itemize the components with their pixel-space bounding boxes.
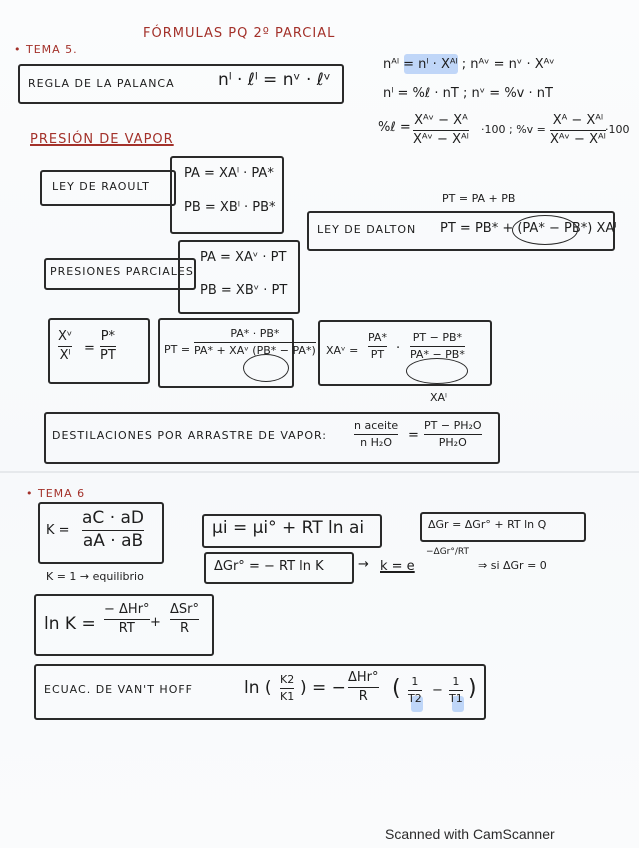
frac-bar [424,434,482,435]
k-exp-formula: k = e [380,559,415,574]
frac-bar [348,687,379,688]
equilibrio-note: K = 1 → equilibrio [46,570,144,583]
frac-den: T2 [408,691,422,705]
frac-num: PA* · PB* [230,327,280,340]
frac-den: aA · aB [82,530,144,551]
k-box-lhs: K = [46,523,70,538]
vant-hoff-label: ECUAC. DE VAN'T HOFF [44,683,194,696]
dalton-pt-sum: PT = PA + PB [442,192,516,205]
frac-num: ΔHr° [348,670,379,685]
frac-bar [100,346,116,347]
xv-xl-fraction-right [100,330,116,362]
xav-dot: · [396,341,401,356]
vant-minus: − [432,683,443,698]
xav-below-note: XAˡ [430,391,447,404]
vant-fraction-t1 [449,676,463,704]
frac-num: 1 [411,675,419,688]
side-formula-3-mid: ·100 ; %v = [481,123,546,136]
parciales-formula-a: PA = XAᵛ · PT [200,250,287,265]
destilacion-fraction-1 [354,420,398,448]
side-formula-3-lhs: %ℓ = [378,120,411,135]
camscanner-watermark: Scanned with CamScanner [385,826,555,842]
tema6-text: TEMA 6 [38,487,86,500]
side-formula-2: nˡ = %ℓ · nT ; nᵛ = %v · nT [383,86,553,101]
frac-den: PT [370,347,385,361]
frac-num: PT − PB* [412,331,463,344]
regla-palanca-formula: nˡ · ℓˡ = nᵛ · ℓᵛ [218,70,331,90]
vant-paren-close: ) [468,676,477,701]
frac-bar [449,690,463,691]
frac-bar [550,130,606,131]
si-condition: ⇒ si ΔGr = 0 [478,559,547,572]
lnk-lhs: ln K = [44,614,96,634]
xv-xl-fraction-left [58,330,72,362]
frac-num: n aceite [354,419,399,432]
vant-k-fraction [280,674,294,702]
tema5-label: • TEMA 5. [14,43,78,56]
destilacion-fraction-2 [424,420,482,448]
tema6-label: • TEMA 6 [26,487,86,500]
frac-num: ΔSr° [170,602,199,617]
frac-num: − ΔHr° [104,602,150,617]
vant-fraction-t2 [408,676,422,704]
frac-bar [58,346,72,347]
raoult-label: LEY DE RAOULT [52,180,150,193]
vant-paren-open: ( [392,676,401,701]
frac-bar [104,619,150,620]
page-fold [0,471,639,473]
pt-formula-lhs: PT = [164,343,191,356]
frac-den: R [358,688,368,704]
dalton-formula: PT = PB* + (PA* − PB*) XAˡ [440,221,617,236]
lnk-fraction-2 [170,603,199,635]
frac-den: PT [100,347,116,363]
pt-formula-fraction [194,328,316,356]
side-fraction-v [550,114,606,146]
frac-num: Xᴬ − Xᴬˡ [552,113,604,128]
xav-formula-lhs: XAᵛ = [326,344,359,357]
raoult-formula-b: PB = XBˡ · PB* [184,200,276,215]
xav-fraction-1 [368,332,387,360]
frac-den: n H₂O [360,435,392,449]
frac-num: PT − PH₂O [424,419,482,432]
raoult-formula-a: PA = XAˡ · PA* [184,166,274,181]
frac-den: Xᴬᵛ − Xᴬˡ [413,131,469,147]
xv-xl-equals: = [84,341,95,356]
frac-num: PA* [368,331,387,344]
frac-den: K1 [280,689,295,703]
frac-den: PH₂O [438,435,467,449]
circle-mark [512,215,578,245]
presion-vapor-heading: PRESIÓN DE VAPOR [30,132,174,147]
vant-lhs-open: ln ( [244,678,272,698]
page-title: FÓRMULAS PQ 2º PARCIAL [143,26,336,41]
destilacion-label: DESTILACIONES POR ARRASTRE DE VAPOR: [52,429,327,442]
frac-num: K2 [280,673,295,686]
tema5-text: TEMA 5. [26,43,78,56]
lnk-fraction-1 [104,603,150,635]
frac-num: Xᴬᵛ − Xᴬ [414,113,468,128]
frac-bar [354,434,398,435]
destilacion-equals: = [408,428,419,443]
frac-bar [408,690,422,691]
frac-den: PA* − PB* [410,347,465,361]
parciales-label: PRESIONES PARCIALES [50,265,194,278]
vant-lhs-close: ) = − [300,678,346,698]
frac-num: 1 [452,675,460,688]
frac-bar [410,346,465,347]
dg-formula: ΔGr = ΔGr° + RT ln Q [428,518,547,531]
side-fraction-l [413,114,469,146]
side-formula-3-end: ·100 [605,123,630,136]
frac-bar [413,130,469,131]
mu-formula: μi = μi° + RT ln ai [212,518,365,538]
frac-bar [194,342,316,343]
side-formula-1: nᴬˡ = nˡ · Xᴬˡ ; nᴬᵛ = nᵛ · Xᴬᵛ [383,57,555,72]
lnk-plus: + [150,615,161,630]
k-box-fraction [82,510,144,551]
frac-num: P* [100,329,116,344]
frac-den: PA* + XAᵛ (PB* − PA*) [194,343,316,357]
dg0-formula: ΔGr° = − RT ln K [214,559,324,574]
xav-fraction-2 [410,332,465,360]
frac-num: Xᵛ [58,329,73,344]
circle-mark [243,354,289,382]
frac-num: aC · aD [82,508,145,528]
vant-dh-fraction [348,671,379,703]
regla-palanca-label: REGLA DE LA PALANCA [28,77,175,90]
frac-den: Xˡ [59,347,71,363]
frac-bar [368,346,387,347]
k-exp-superscript: −ΔGr°/RT [426,547,470,557]
circle-mark [406,358,468,384]
frac-den: R [179,620,190,636]
dalton-label: LEY DE DALTON [317,223,417,236]
frac-den: T1 [449,691,463,705]
frac-bar [170,619,199,620]
parciales-formula-b: PB = XBᵛ · PT [200,283,288,298]
arrow-mark: → [358,557,369,572]
frac-den: RT [118,620,135,636]
frac-den: Xᴬᵛ − Xᴬˡ [550,131,606,147]
frac-bar [280,688,294,689]
